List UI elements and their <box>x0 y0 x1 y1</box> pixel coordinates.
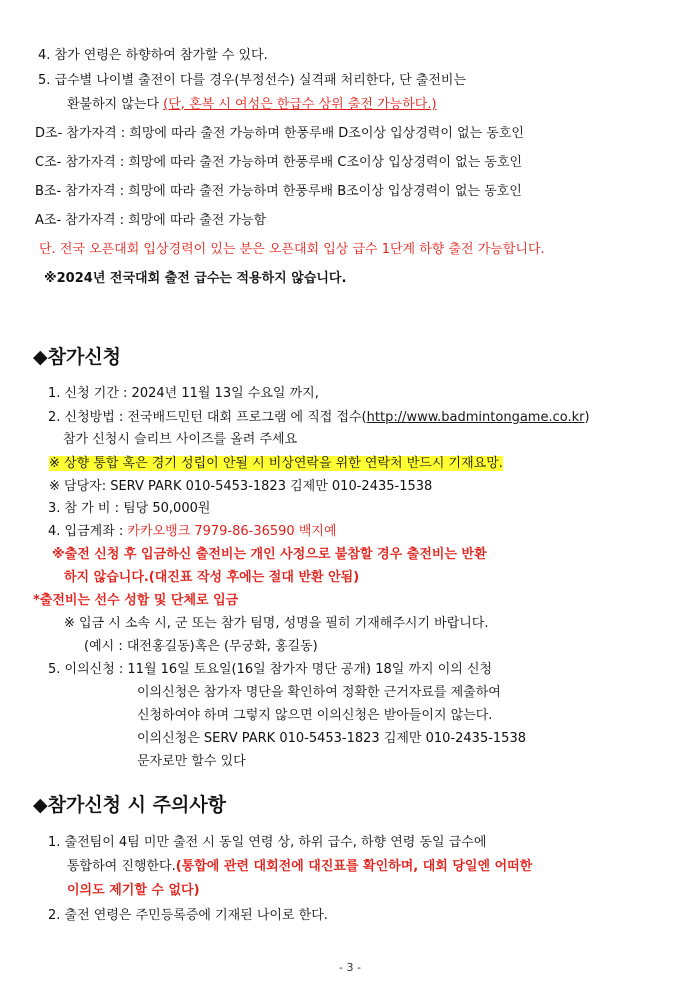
deposit-note: ※ 입금 시 소속 시, 군 또는 참가 팀명, 성명을 필히 기재해주시기 바랍니다. <box>64 616 489 631</box>
refund-policy-line2: 하지 않습니다.(대진표 작성 후에는 절대 반환 안됨) <box>64 570 360 585</box>
caution-item1-line2 <box>67 858 532 876</box>
rule-item-4: 4. 참가 연령은 하향하여 참가할 수 있다. <box>38 48 268 63</box>
rule-item-5-line1: 5. 급수별 나이별 출전이 다를 경우(부정선수) 실격패 처리한다, 단 출전비는 <box>38 73 467 88</box>
objection-line4: 이의신청은 SERV PARK 010-5453-1823 김제만 010-2435-1538 <box>137 731 526 746</box>
caution-item1-text: 통합하여 진행한다. <box>67 859 176 874</box>
mixed-double-exception: (단, 혼복 시 여성은 한급수 상위 출전 가능하다.) <box>163 97 437 112</box>
caution-item1-line3: 이의도 제기할 수 없다) <box>67 883 200 898</box>
apply-period: 1. 신청 기간 : 2024년 11월 13일 수요일 까지, <box>48 386 319 401</box>
deposit-name-rule: *출전비는 선수 성함 및 단체로 입금 <box>33 593 239 608</box>
open-tournament-note: 단. 전국 오픈대회 입상경력이 있는 분은 오픈대회 입상 급수 1단계 하향 출전 가능합니다. <box>39 242 545 257</box>
caution-item1-warning: (통합에 관련 대회전에 대진표를 확인하며, 대회 당일엔 어떠한 <box>175 859 533 874</box>
caution-item1-line1: 1. 출전팀이 4팀 미만 출전 시 동일 연령 상, 하위 급수, 하향 연령 동일 급수에 <box>48 835 487 850</box>
emergency-contact-note <box>49 455 503 473</box>
entry-fee: 3. 참 가 비 : 팀당 50,000원 <box>48 501 211 516</box>
section-title-apply: ◆참가신청 <box>33 346 122 368</box>
deposit-account <box>48 523 337 541</box>
objection-line1: 5. 이의신청 : 11월 16일 토요일(16일 참가자 명단 공개) 18일 까지 이의 신청 <box>48 662 493 677</box>
grade-a-eligibility: A조- 참가자격 : 희망에 따라 출전 가능함 <box>35 213 267 228</box>
grade-b-eligibility: B조- 참가자격 : 희망에 따라 출전 가능하며 한풍루배 B조이상 입상경력이 없는 동호인 <box>35 184 522 199</box>
rule-item-5-line2 <box>67 96 437 114</box>
section-title-caution: ◆참가신청 시 주의사항 <box>33 794 227 816</box>
sleeve-size-note: 참가 신청시 슬리브 사이즈를 올려 주세요 <box>63 432 298 447</box>
objection-line5: 문자로만 할수 있다 <box>137 754 246 769</box>
objection-line3: 신청하여야 하며 그렇지 않으면 이의신청은 받아들이지 않는다. <box>137 708 493 723</box>
caution-item2: 2. 출전 연령은 주민등록증에 기재된 나이로 한다. <box>48 908 328 923</box>
note-2024-grade: ※2024년 전국대회 출전 급수는 적용하지 않습니다. <box>44 271 347 286</box>
grade-c-eligibility: C조- 참가자격 : 희망에 따라 출전 가능하며 한풍루배 C조이상 입상경력이 없는 동호인 <box>35 155 523 170</box>
rule-item-5-text: 환불하지 않는다 <box>67 97 164 112</box>
objection-line2: 이의신청은 참가자 명단을 확인하여 정확한 근거자료를 제출하여 <box>137 685 501 700</box>
apply-method-close: ) <box>584 410 590 425</box>
page-number: - 3 - <box>339 961 361 974</box>
grade-d-eligibility: D조- 참가자격 : 희망에 따라 출전 가능하며 한풍루배 D조이상 입상경력이 없는 동호인 <box>35 126 524 141</box>
contact-person: ※ 담당자: SERV PARK 010-5453-1823 김제만 010-2435-1538 <box>49 479 433 494</box>
apply-method <box>48 409 590 427</box>
badmintongame-link[interactable]: http://www.badmintongame.co.kr <box>366 410 585 425</box>
highlighted-contact-required: ※ 상향 통합 혹은 경기 성립이 안될 시 비상연락을 위한 연락처 반드시 기재요망. <box>49 456 503 471</box>
apply-method-text: 2. 신청방법 : 전국배드민턴 대회 프로그램 에 직접 접수( <box>48 410 367 425</box>
deposit-example: (예시 : 대전홍길동)혹은 (무궁화, 홍길동) <box>84 639 318 654</box>
deposit-account-number: 카카오뱅크 7979-86-36590 백지예 <box>127 524 337 539</box>
refund-policy-line1: ※출전 신청 후 입금하신 출전비는 개인 사정으로 불참할 경우 출전비는 반환 <box>52 547 487 562</box>
deposit-account-label: 4. 입금계좌 : <box>48 524 128 539</box>
